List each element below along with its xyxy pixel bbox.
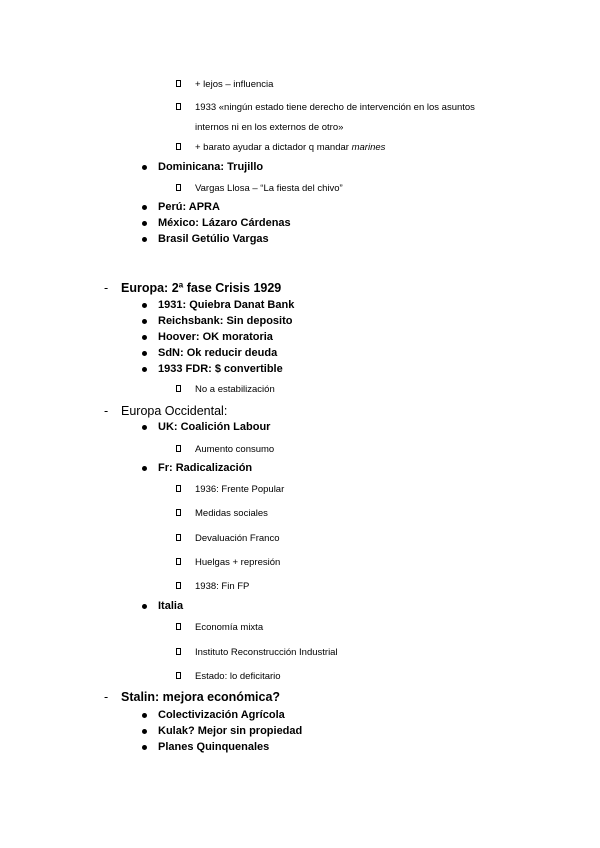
bullet-item-text: Colectivización Agrícola bbox=[158, 709, 285, 721]
bullet-item-text: Italia bbox=[158, 600, 184, 612]
bullet-item-text: 1933 FDR: $ convertible bbox=[158, 363, 283, 375]
round-bullet-icon bbox=[142, 466, 147, 471]
bullet-item-text: SdN: Ok reducir deuda bbox=[158, 347, 278, 359]
square-bullet-icon bbox=[176, 558, 181, 565]
bullet-item-text: Hoover: OK moratoria bbox=[158, 331, 273, 343]
round-bullet-icon bbox=[142, 165, 147, 170]
square-bullet-icon bbox=[176, 672, 181, 679]
round-bullet-icon bbox=[142, 604, 147, 609]
sub-item-text: + lejos – influencia bbox=[195, 79, 274, 90]
square-bullet-icon bbox=[176, 80, 181, 87]
sub-item-text: 1936: Frente Popular bbox=[195, 484, 285, 495]
round-bullet-icon bbox=[142, 745, 147, 750]
square-bullet-icon bbox=[176, 184, 181, 191]
sub-item-text: Aumento consumo bbox=[195, 444, 275, 455]
sub-item-text: 1938: Fin FP bbox=[195, 581, 250, 592]
square-bullet-icon bbox=[176, 485, 181, 492]
dash-marker: - bbox=[104, 281, 109, 295]
round-bullet-icon bbox=[142, 713, 147, 718]
square-bullet-icon bbox=[176, 648, 181, 655]
round-bullet-icon bbox=[142, 351, 147, 356]
section-heading-text: Europa: 2ª fase Crisis 1929 bbox=[121, 281, 282, 295]
bullet-item-text: Perú: APRA bbox=[158, 201, 220, 213]
sub-item-text: Instituto Reconstrucción Industrial bbox=[195, 647, 338, 658]
sub-item-text: Estado: lo deficitario bbox=[195, 671, 281, 682]
round-bullet-icon bbox=[142, 367, 147, 372]
sub-item-text: Medidas sociales bbox=[195, 508, 268, 519]
emphasis-text: marines bbox=[351, 142, 386, 153]
bullet-item-text: Brasil Getúlio Vargas bbox=[158, 233, 269, 245]
square-bullet-icon bbox=[176, 103, 181, 110]
bullet-item-text: Fr: Radicalización bbox=[158, 462, 253, 474]
sub-item-text: Devaluación Franco bbox=[195, 533, 280, 544]
dash-marker: - bbox=[104, 690, 109, 704]
square-bullet-icon bbox=[176, 445, 181, 452]
bullet-item-text: Planes Quinquenales bbox=[158, 741, 270, 753]
sub-item-text: No a estabilización bbox=[195, 384, 275, 395]
square-bullet-icon bbox=[176, 143, 181, 150]
square-bullet-icon bbox=[176, 509, 181, 516]
round-bullet-icon bbox=[142, 335, 147, 340]
round-bullet-icon bbox=[142, 319, 147, 324]
square-bullet-icon bbox=[176, 385, 181, 392]
sub-item-text: 1933 «ningún estado tiene derecho de intervención en los asuntos bbox=[195, 102, 475, 113]
round-bullet-icon bbox=[142, 205, 147, 210]
bullet-item-text: 1931: Quiebra Danat Bank bbox=[158, 299, 295, 311]
section-heading-text: Europa Occidental: bbox=[121, 404, 228, 418]
bullet-item-text: Kulak? Mejor sin propiedad bbox=[158, 725, 303, 737]
sub-item-text: Vargas Llosa – “La fiesta del chivo” bbox=[195, 183, 343, 194]
square-bullet-icon bbox=[176, 534, 181, 541]
bullet-item-text: México: Lázaro Cárdenas bbox=[158, 217, 291, 229]
dash-marker: - bbox=[104, 404, 109, 418]
bullet-item-text: UK: Coalición Labour bbox=[158, 421, 271, 433]
section-heading-text: Stalin: mejora económica? bbox=[121, 690, 281, 704]
bullet-item-text: Dominicana: Trujillo bbox=[158, 161, 264, 173]
round-bullet-icon bbox=[142, 303, 147, 308]
round-bullet-icon bbox=[142, 729, 147, 734]
square-bullet-icon bbox=[176, 582, 181, 589]
bullet-item-text: Reichsbank: Sin deposito bbox=[158, 315, 293, 327]
round-bullet-icon bbox=[142, 237, 147, 242]
sub-item-text: Economía mixta bbox=[195, 622, 264, 633]
sub-item-text: Huelgas + represión bbox=[195, 557, 281, 568]
round-bullet-icon bbox=[142, 221, 147, 226]
round-bullet-icon bbox=[142, 425, 147, 430]
sub-item-continuation: internos ni en los externos de otro» bbox=[195, 122, 344, 133]
square-bullet-icon bbox=[176, 623, 181, 630]
sub-item-text: + barato ayudar a dictador q mandar marines bbox=[195, 142, 386, 153]
